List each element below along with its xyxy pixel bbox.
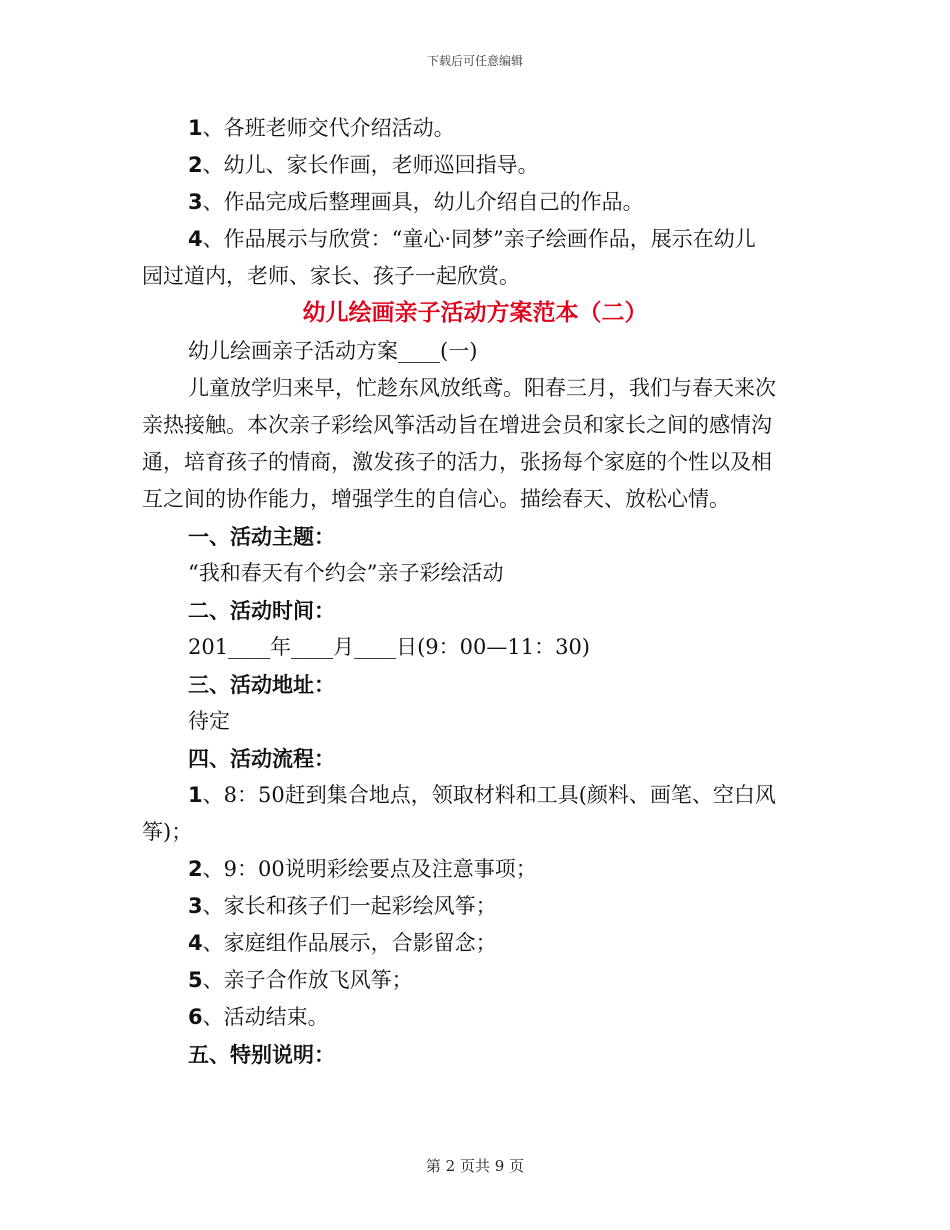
step-text: 、8：50赶到集合地点，领取材料和工具(颜料、画笔、空白风 (202, 783, 776, 807)
step-item (142, 999, 812, 1036)
step-number: 2 (188, 857, 203, 881)
step-number: 6 (188, 1005, 203, 1029)
document-body (142, 110, 812, 1073)
theme-text: “我和春天有个约会”亲子彩绘活动 (188, 561, 504, 585)
list-item (142, 221, 812, 258)
heading-notes: 五、特别说明： (188, 1042, 335, 1067)
intro-paragraph-line: 互之间的协作能力，增强学生的自信心。描绘春天、放松心情。 (142, 487, 730, 511)
step-item (142, 962, 812, 999)
page-header: 下载后可任意编辑 (426, 54, 523, 68)
step-text: 、活动结束。 (202, 1005, 329, 1029)
step-text: 、家长和孩子们一起彩绘风筝； (202, 894, 497, 918)
list-item-continuation: 园过道内，老师、家长、孩子一起欣赏。 (142, 264, 520, 288)
step-item (142, 925, 812, 962)
step-text: 、亲子合作放飞风筝； (202, 968, 413, 992)
step-item-continuation: 筝)； (142, 820, 193, 844)
page-footer: 第 2 页共 9 页 (425, 1157, 525, 1175)
item-text: 、作品完成后整理画具，幼儿介绍自己的作品。 (202, 190, 644, 214)
item-number: 2 (188, 153, 203, 177)
heading-theme: 一、活动主题： (188, 524, 335, 549)
list-item (142, 110, 812, 147)
step-item (142, 777, 812, 814)
item-text: 、各班老师交代介绍活动。 (202, 116, 455, 140)
step-number: 5 (188, 968, 203, 992)
intro-paragraph-line: 亲热接触。本次亲子彩绘风筝活动旨在增进会员和家长之间的感情沟 (142, 413, 772, 437)
step-text: 、9：00说明彩绘要点及注意事项； (202, 857, 537, 881)
step-item (142, 888, 812, 925)
address-text: 待定 (188, 709, 230, 733)
step-number: 3 (188, 894, 203, 918)
item-number: 4 (188, 227, 203, 251)
heading-address: 三、活动地址： (188, 672, 335, 697)
step-number: 1 (188, 783, 203, 807)
heading-process: 四、活动流程： (188, 746, 335, 771)
heading-time: 二、活动时间： (188, 598, 335, 623)
list-item (142, 184, 812, 221)
document-subtitle: 幼儿绘画亲子活动方案____(一) (188, 339, 478, 363)
section-title: 幼儿绘画亲子活动方案范本（二） (302, 299, 648, 326)
step-number: 4 (188, 931, 203, 955)
item-number: 3 (188, 190, 203, 214)
item-text: 、幼儿、家长作画，老师巡回指导。 (202, 153, 539, 177)
time-text: 201____年____月____日(9：00—11：30) (188, 635, 590, 659)
list-item (142, 147, 812, 184)
step-item (142, 851, 812, 888)
step-text: 、家庭组作品展示，合影留念； (202, 931, 497, 955)
intro-paragraph-line: 儿童放学归来早，忙趁东风放纸鸢。阳春三月，我们与春天来次 (188, 376, 776, 400)
item-number: 1 (188, 116, 203, 140)
intro-paragraph-line: 通，培育孩子的情商，激发孩子的活力，张扬每个家庭的个性以及相 (142, 450, 772, 474)
item-text: 、作品展示与欣赏：“童心·同梦”亲子绘画作品，展示在幼儿 (202, 227, 756, 251)
